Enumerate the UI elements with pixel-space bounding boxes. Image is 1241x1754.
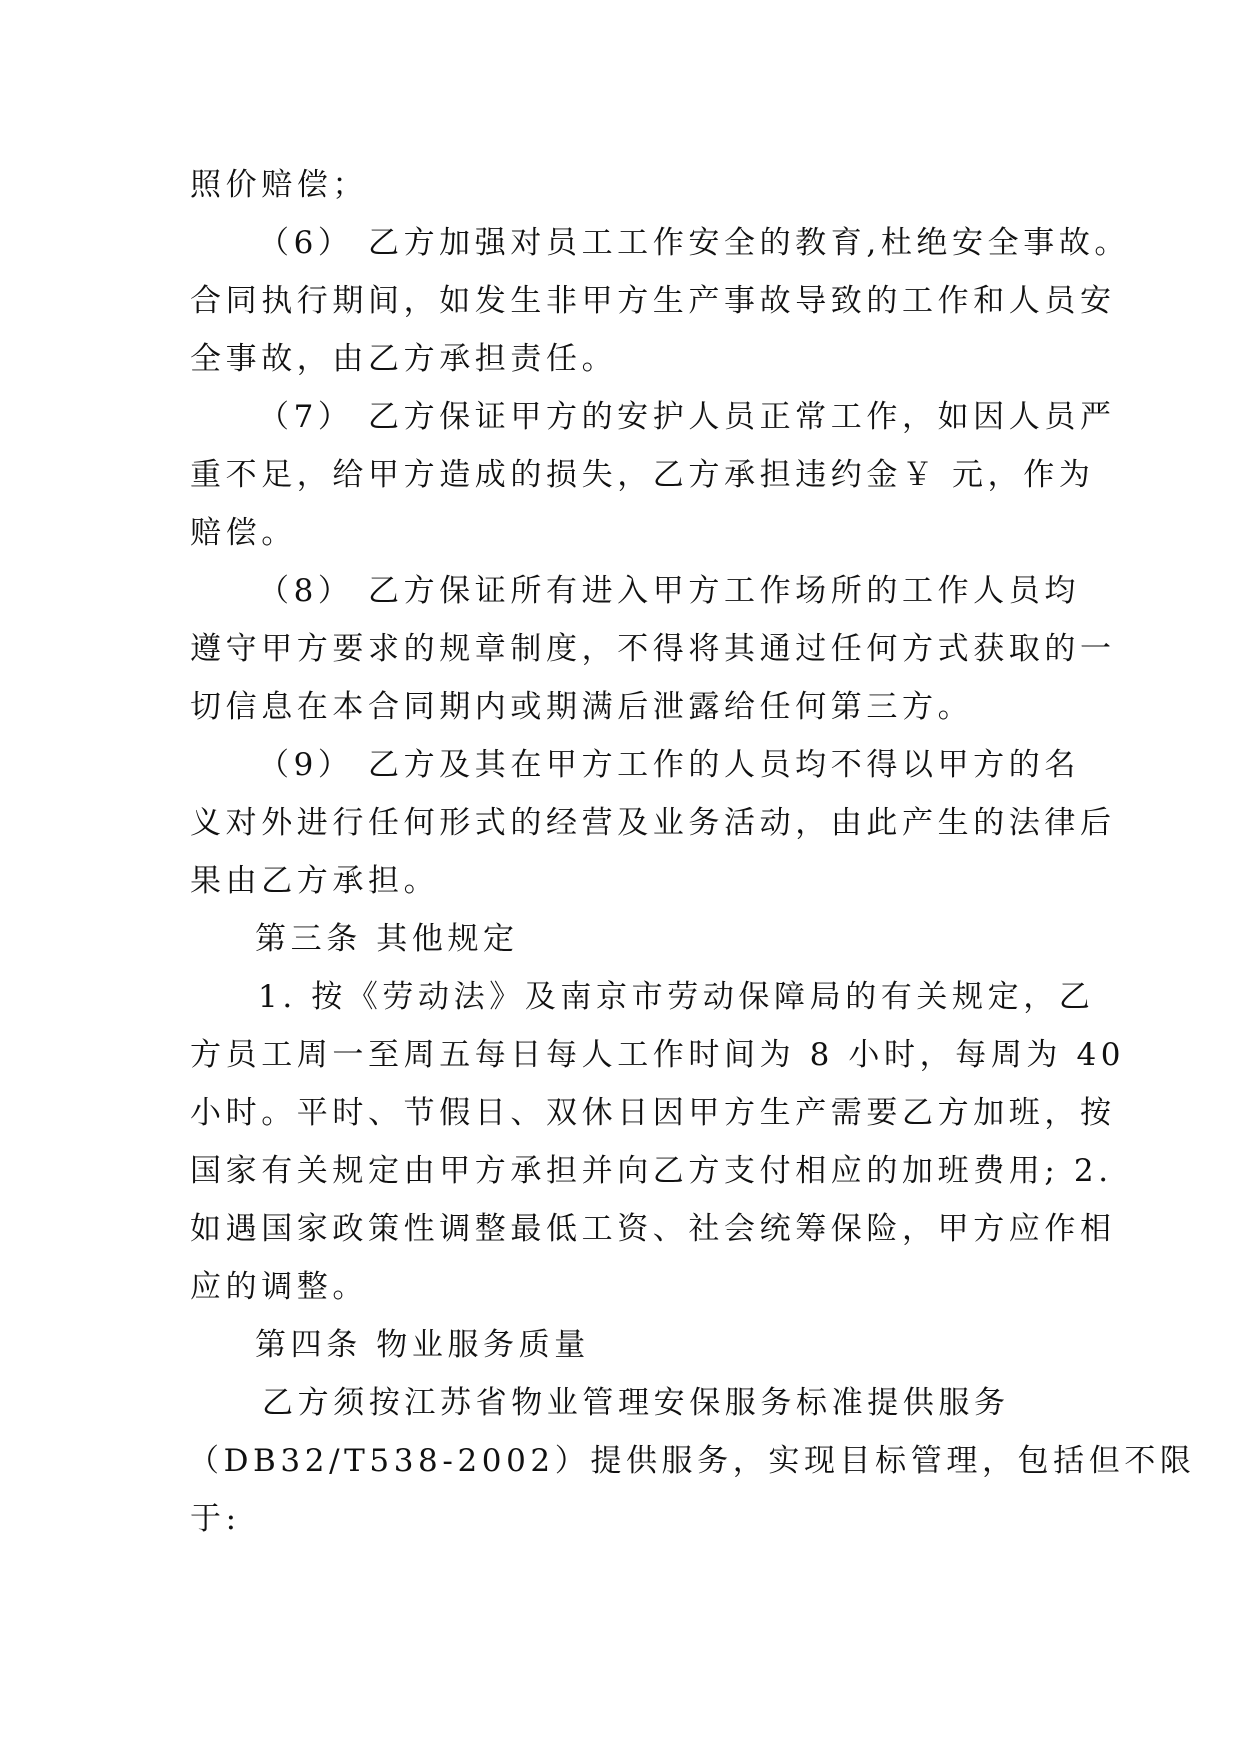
text-line: （8） 乙方保证所有进入甲方工作场所的工作人员均	[258, 573, 1080, 609]
text-line: 于:	[190, 1501, 241, 1537]
text-line: 照价赔偿；	[190, 167, 368, 203]
text-line: 义对外进行任何形式的经营及业务活动，由此产生的法律后	[190, 805, 1116, 841]
text-line: 应的调整。	[190, 1269, 368, 1305]
text-line: 全事故，由乙方承担责任。	[190, 341, 618, 377]
text-line: 重不足，给甲方造成的损失，乙方承担违约金￥ 元，作为	[190, 457, 1095, 493]
text-line: 合同执行期间，如发生非甲方生产事故导致的工作和人员安	[190, 283, 1116, 319]
section-heading: 第四条 物业服务质量	[255, 1327, 590, 1363]
text-line: 国家有关规定由甲方承担并向乙方支付相应的加班费用; 2.	[190, 1153, 1113, 1189]
text-line: 如遇国家政策性调整最低工资、社会统筹保险，甲方应作相	[190, 1211, 1116, 1247]
section-heading: 第三条 其他规定	[255, 921, 519, 957]
text-line: 果由乙方承担。	[190, 863, 440, 899]
text-line: （7） 乙方保证甲方的安护人员正常工作，如因人员严	[258, 399, 1116, 435]
text-line: 赔偿。	[190, 515, 297, 551]
text-line: 小时。平时、节假日、双休日因甲方生产需要乙方加班，按	[190, 1095, 1116, 1131]
text-line: （DB32/T538-2002）提供服务，实现目标管理，包括但不限	[188, 1443, 1196, 1479]
text-line: （6） 乙方加强对员工工作安全的教育,杜绝安全事故。	[258, 225, 1131, 261]
text-line: （9） 乙方及其在甲方工作的人员均不得以甲方的名	[258, 747, 1080, 783]
text-line: 切信息在本合同期内或期满后泄露给任何第三方。	[190, 689, 974, 725]
text-line: 方员工周一至周五每日每人工作时间为 8 小时，每周为 40	[190, 1037, 1126, 1073]
text-line: 遵守甲方要求的规章制度，不得将其通过任何方式获取的一	[190, 631, 1116, 667]
text-line: 1. 按《劳动法》及南京市劳动保障局的有关规定，乙	[258, 979, 1095, 1015]
text-line: 乙方须按江苏省物业管理安保服务标准提供服务	[262, 1385, 1010, 1421]
